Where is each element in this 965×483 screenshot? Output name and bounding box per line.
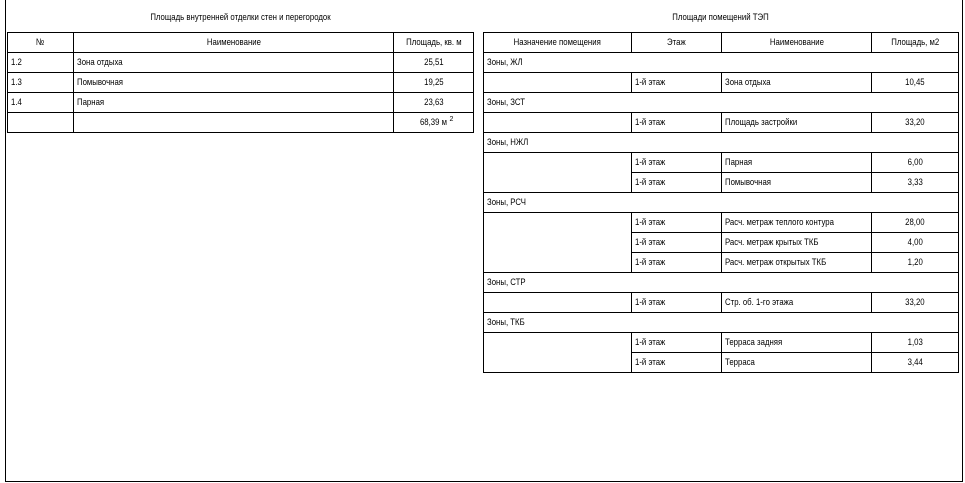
table-row — [8, 93, 474, 113]
row-floor: 1-й этаж — [632, 233, 722, 253]
row-floor: 1-й этаж — [632, 213, 722, 233]
row-name: Расч. метраж открытых ТКБ — [722, 253, 872, 273]
group-spacer-cell — [484, 73, 632, 93]
row-area: 33,20 — [872, 293, 959, 313]
row-number: 1.3 — [8, 73, 74, 93]
group-row — [484, 93, 959, 113]
left-table-title: Площадь внутренней отделки стен и перегородок — [150, 12, 331, 23]
row-area: 6,00 — [872, 153, 959, 173]
row-area: 33,20 — [872, 113, 959, 133]
row-name: Зона отдыха — [74, 53, 394, 73]
row-area: 10,45 — [872, 73, 959, 93]
table-row — [484, 213, 959, 233]
group-row — [484, 273, 959, 293]
total-area: 68,39 м $^2$ — [394, 113, 474, 133]
group-row — [484, 53, 959, 73]
table-row — [484, 333, 959, 353]
header-cell: Наименование — [74, 33, 394, 53]
header-cell: Назначение помещения — [484, 33, 632, 53]
header-cell: № — [8, 33, 74, 53]
row-floor: 1-й этаж — [632, 293, 722, 313]
row-name: Помывочная — [74, 73, 394, 93]
header-cell: Наименование — [722, 33, 872, 53]
group-row — [484, 133, 959, 153]
row-floor: 1-й этаж — [632, 73, 722, 93]
empty-cell — [74, 113, 394, 133]
total-row — [8, 113, 474, 133]
row-floor: 1-й этаж — [632, 113, 722, 133]
row-name: Стр. об. 1-го этажа — [722, 293, 872, 313]
group-label: Зоны, РСЧ — [484, 193, 959, 213]
row-name: Зона отдыха — [722, 73, 872, 93]
row-area: 3,33 — [872, 173, 959, 193]
header-cell: Площадь, кв. м — [394, 33, 474, 53]
group-spacer-cell — [484, 293, 632, 313]
row-floor: 1-й этаж — [632, 333, 722, 353]
right-table-title: Площади помещений ТЭП — [672, 12, 769, 23]
row-floor: 1-й этаж — [632, 173, 722, 193]
group-spacer-cell — [484, 113, 632, 133]
group-label: Зоны, ЗСТ — [484, 93, 959, 113]
row-name: Парная — [722, 153, 872, 173]
row-floor: 1-й этаж — [632, 353, 722, 373]
group-label: Зоны, СТР — [484, 273, 959, 293]
header-cell: Этаж — [632, 33, 722, 53]
row-area: 1,03 — [872, 333, 959, 353]
row-number: 1.2 — [8, 53, 74, 73]
row-area: 28,00 — [872, 213, 959, 233]
row-name: Терраса задняя — [722, 333, 872, 353]
row-area: 23,63 — [394, 93, 474, 113]
row-number: 1.4 — [8, 93, 74, 113]
row-area: 3,44 — [872, 353, 959, 373]
row-area: 1,20 — [872, 253, 959, 273]
group-label: Зоны, ТКБ — [484, 313, 959, 333]
row-area: 19,25 — [394, 73, 474, 93]
header-cell: Площадь, м2 — [872, 33, 959, 53]
group-label: Зоны, НЖЛ — [484, 133, 959, 153]
table-row — [8, 53, 474, 73]
row-area: 25,51 — [394, 53, 474, 73]
table-row — [484, 293, 959, 313]
table-row — [484, 113, 959, 133]
row-name: Расч. метраж крытых ТКБ — [722, 233, 872, 253]
row-name: Расч. метраж теплого контура — [722, 213, 872, 233]
group-spacer-cell — [484, 153, 632, 193]
finishing-area-table — [7, 32, 474, 133]
unit-superscript: 2 — [449, 115, 454, 123]
group-row — [484, 193, 959, 213]
group-label: Зоны, ЖЛ — [484, 53, 959, 73]
row-name: Площадь застройки — [722, 113, 872, 133]
table-row — [484, 73, 959, 93]
row-name: Парная — [74, 93, 394, 113]
row-area: 4,00 — [872, 233, 959, 253]
row-name: Помывочная — [722, 173, 872, 193]
group-row — [484, 313, 959, 333]
table-header-row — [484, 33, 959, 53]
row-floor: 1-й этаж — [632, 253, 722, 273]
table-row — [484, 153, 959, 173]
table-row — [8, 73, 474, 93]
row-floor: 1-й этаж — [632, 153, 722, 173]
group-spacer-cell — [484, 333, 632, 373]
tep-area-table — [483, 32, 959, 373]
row-name: Терраса — [722, 353, 872, 373]
empty-cell — [8, 113, 74, 133]
group-spacer-cell — [484, 213, 632, 273]
table-header-row — [8, 33, 474, 53]
